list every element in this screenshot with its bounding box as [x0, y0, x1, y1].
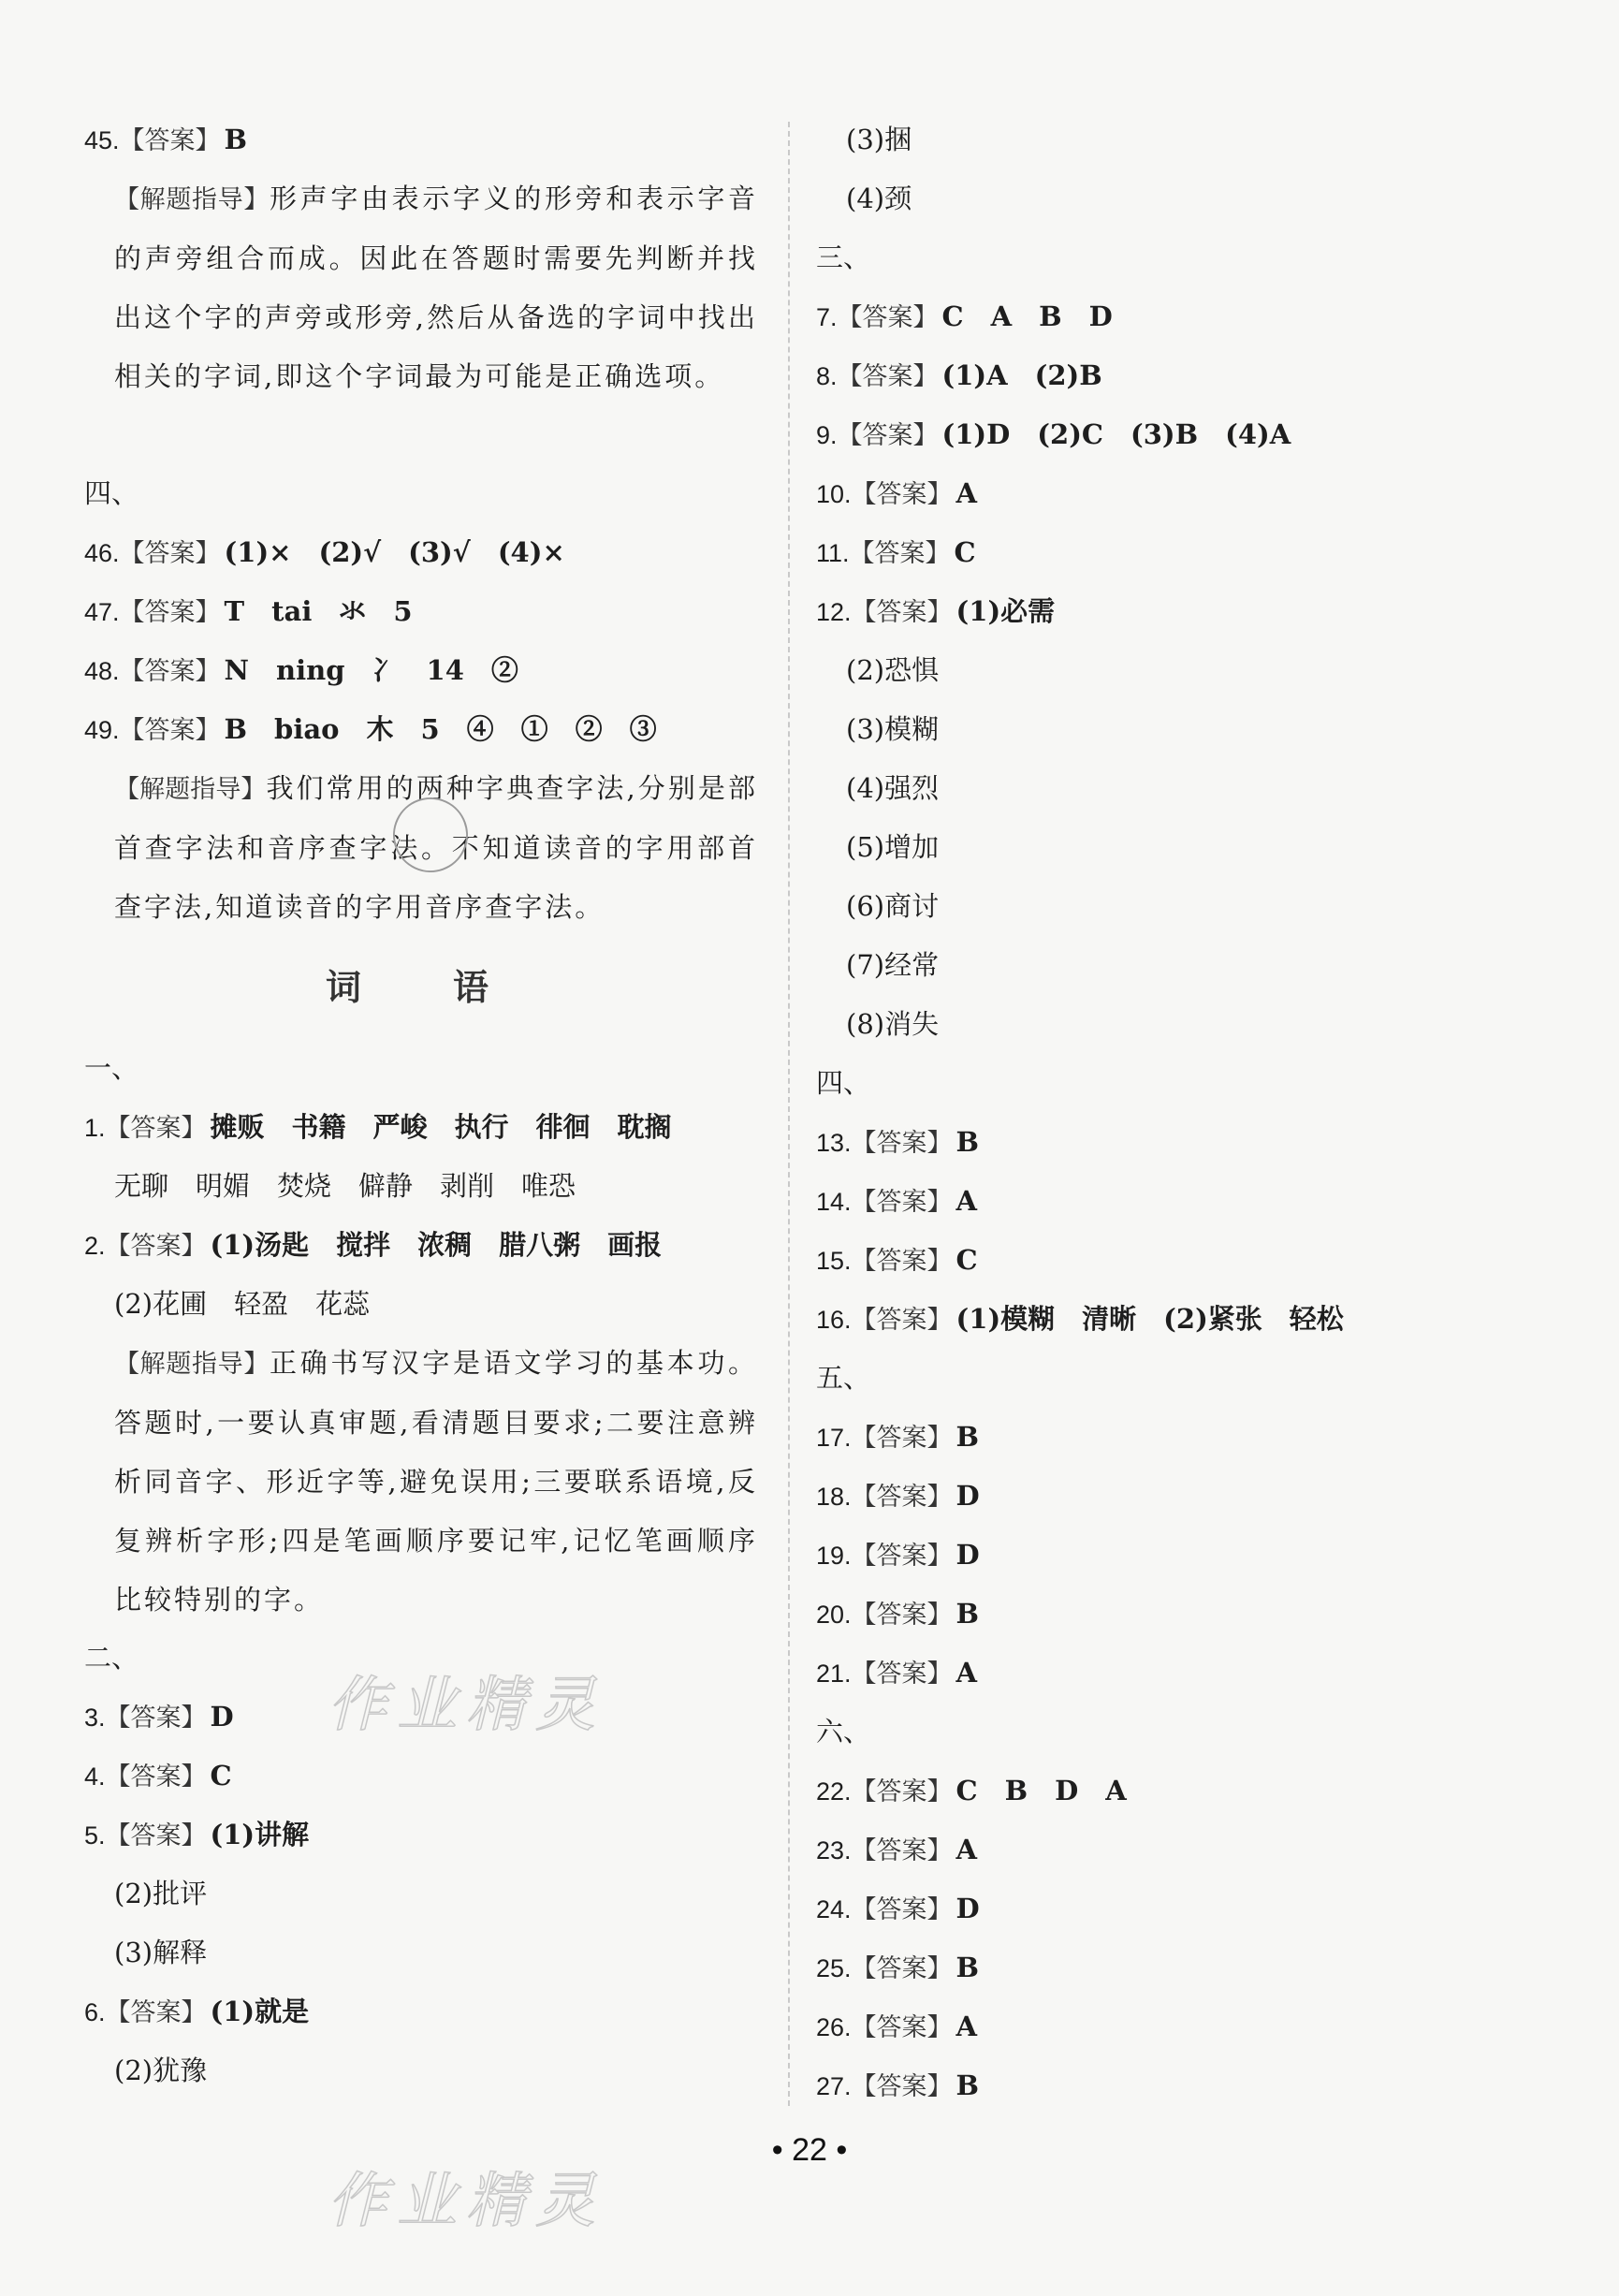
answer-text: D — [210, 1701, 234, 1733]
question-number: 8. — [816, 362, 838, 390]
watermark-middle: 作业精灵 — [328, 1671, 605, 1740]
answer-tag: 【答案】 — [851, 1424, 953, 1453]
question-number: 5. — [84, 1821, 106, 1850]
question-number: 2. — [84, 1232, 106, 1260]
answer-text: A — [955, 2011, 978, 2042]
answer-continuation: (3)模糊 — [846, 713, 940, 745]
answer-text: D — [955, 1539, 980, 1571]
answer-tag: 【答案】 — [851, 1895, 953, 1924]
answer-text: B — [955, 1421, 980, 1453]
answer-line — [816, 1172, 1490, 1231]
answer-tag: 【答案】 — [851, 1188, 953, 1217]
answer-line — [84, 523, 758, 582]
answer-tag: 【答案】 — [105, 1821, 207, 1850]
question-number: 9. — [816, 421, 838, 449]
answer-tag: 【答案】 — [119, 657, 221, 686]
answer-text: C — [954, 536, 976, 568]
section-label: 四、 — [84, 477, 139, 509]
question-number: 14. — [816, 1188, 852, 1216]
answer-tag: 【答案】 — [851, 1836, 953, 1865]
answer-text: C — [210, 1760, 232, 1791]
question-number: 13. — [816, 1129, 852, 1157]
answer-line — [816, 464, 1490, 523]
answer-line — [84, 1216, 758, 1275]
answer-text: (1)D (2)C (3)B (4)A — [941, 418, 1291, 450]
question-number: 22. — [816, 1777, 852, 1806]
question-number: 45. — [84, 126, 120, 154]
guidance-text: 正确书写汉字是语文学习的基本功。答题时,一要认真审题,看清题目要求;二要注意辨析同音字、形近字等,避免误用;三要联系语境,反复辨析字形;四是笔画顺序要记牢,记忆笔画顺序比较特别的字。 — [114, 1347, 758, 1616]
question-number: 17. — [816, 1424, 852, 1452]
answer-line — [816, 2056, 1490, 2115]
answer-continuation: (3)捆 — [846, 124, 912, 155]
answer-tag: 【答案】 — [851, 1306, 953, 1335]
guidance-text: 我们常用的两种字典查字法,分别是部首查字法和音序查字法。不知道读音的字用部首查字法,知道读音的字用音序查字法。 — [114, 772, 758, 923]
answer-line — [816, 1762, 1490, 1821]
answer-line — [84, 1098, 758, 1157]
section-label: 四、 — [816, 1067, 871, 1099]
answer-line — [816, 1526, 1490, 1585]
answer-continuation: (5)增加 — [846, 831, 940, 863]
answer-tag: 【答案】 — [849, 539, 951, 568]
answer-line — [84, 700, 758, 759]
section-label: 五、 — [816, 1362, 871, 1394]
answer-line — [84, 110, 758, 169]
answer-tag: 【答案】 — [119, 539, 221, 568]
answer-continuation: (4)颈 — [846, 183, 912, 214]
question-number: 19. — [816, 1542, 852, 1570]
answer-tag: 【答案】 — [119, 126, 221, 155]
question-number: 25. — [816, 1954, 852, 1982]
answer-line — [816, 1997, 1490, 2056]
column-divider — [788, 122, 790, 2106]
answer-text: (1)A (2)B — [941, 359, 1102, 391]
answer-text: A — [955, 1657, 978, 1689]
answer-text: (1)× (2)√ (3)√ (4)× — [224, 536, 565, 568]
page-number: • 22 • — [771, 2132, 848, 2168]
question-number: 10. — [816, 480, 852, 508]
answer-line — [816, 1467, 1490, 1526]
answer-line — [816, 1408, 1490, 1467]
answer-tag: 【答案】 — [851, 1660, 953, 1689]
answer-tag: 【答案】 — [851, 1777, 953, 1806]
left-column — [84, 110, 758, 2100]
question-number: 23. — [816, 1836, 852, 1865]
answer-line — [816, 523, 1490, 582]
answer-tag: 【答案】 — [851, 1601, 953, 1630]
watermark-bottom: 作业精灵 — [328, 2167, 605, 2236]
answer-line — [816, 1290, 1490, 1349]
question-number: 24. — [816, 1895, 852, 1923]
answer-continuation: (4)强烈 — [846, 772, 940, 804]
answer-line — [816, 287, 1490, 346]
answer-text: (1)讲解 — [210, 1819, 310, 1850]
answer-tag: 【答案】 — [851, 1483, 953, 1512]
answer-continuation: (2)批评 — [114, 1878, 208, 1909]
question-number: 11. — [816, 539, 850, 567]
answer-line — [816, 346, 1490, 405]
guidance-text: 形声字由表示字义的形旁和表示字音的声旁组合而成。因此在答题时需要先判断并找出这个字的声旁或形旁,然后从备选的字词中找出相关的字词,即这个字词最为可能是正确选项。 — [114, 183, 758, 392]
answer-continuation: 无聊 明媚 焚烧 僻静 剥削 唯恐 — [114, 1170, 576, 1202]
answer-tag: 【答案】 — [105, 1114, 207, 1143]
answer-line — [816, 1585, 1490, 1644]
answer-text: B biao 木 5 ④ ① ② ③ — [224, 713, 657, 745]
answer-line — [84, 1747, 758, 1806]
answer-text: B — [955, 2069, 980, 2101]
answer-tag: 【答案】 — [105, 1704, 207, 1733]
answer-tag: 【答案】 — [105, 1232, 207, 1261]
answer-tag: 【答案】 — [851, 2072, 953, 2101]
question-number: 27. — [816, 2072, 852, 2100]
question-number: 47. — [84, 598, 120, 626]
answer-tag: 【答案】 — [851, 1129, 953, 1158]
question-number: 3. — [84, 1704, 106, 1732]
answer-continuation: (2)恐惧 — [846, 654, 940, 686]
answer-text: B — [955, 1126, 980, 1158]
answer-tag: 【答案】 — [105, 1762, 207, 1791]
answer-line — [816, 582, 1490, 641]
answer-tag: 【答案】 — [851, 2013, 953, 2042]
question-number: 16. — [816, 1306, 852, 1334]
answer-text: C — [955, 1244, 978, 1276]
question-number: 49. — [84, 716, 120, 744]
answer-tag: 【答案】 — [851, 1542, 953, 1571]
answer-continuation: (2)花圃 轻盈 花蕊 — [114, 1288, 371, 1320]
guidance-tag: 【解题指导】 — [114, 185, 270, 214]
section-label: 三、 — [816, 241, 871, 273]
answer-text: N ning 冫 14 ② — [224, 654, 518, 686]
answer-text: (1)汤匙 搅拌 浓稠 腊八粥 画报 — [210, 1229, 663, 1261]
answer-line — [816, 1821, 1490, 1879]
question-number: 12. — [816, 598, 852, 626]
answer-text: C B D A — [955, 1775, 1127, 1806]
answer-text: B — [955, 1952, 980, 1983]
answer-tag: 【答案】 — [837, 303, 939, 332]
answer-continuation: (8)消失 — [846, 1008, 940, 1040]
guidance-paragraph — [84, 1334, 758, 1629]
right-column — [816, 110, 1490, 2115]
answer-line — [84, 1806, 758, 1865]
answer-line — [816, 1879, 1490, 1938]
section-heading: 词 语 — [325, 967, 517, 1008]
question-number: 6. — [84, 1998, 106, 2026]
answer-text: T tai 氺 5 — [224, 595, 413, 627]
answer-line — [816, 1231, 1490, 1290]
question-number: 20. — [816, 1601, 852, 1629]
question-number: 48. — [84, 657, 120, 685]
answer-text: A — [955, 1834, 978, 1865]
answer-tag: 【答案】 — [119, 598, 221, 627]
answer-tag: 【答案】 — [851, 1247, 953, 1276]
section-label: 六、 — [816, 1716, 871, 1748]
answer-tag: 【答案】 — [837, 362, 939, 391]
answer-continuation: (3)解释 — [114, 1937, 208, 1968]
answer-text: C A B D — [941, 300, 1113, 332]
answer-text: (1)模糊 清晰 (2)紧张 轻松 — [955, 1303, 1344, 1335]
answer-text: B — [224, 124, 248, 155]
section-label: 一、 — [84, 1052, 139, 1084]
answer-tag: 【答案】 — [851, 480, 953, 509]
answer-continuation: (2)犹豫 — [114, 2055, 208, 2086]
answer-line — [816, 405, 1490, 464]
question-number: 21. — [816, 1660, 852, 1688]
answer-tag: 【答案】 — [837, 421, 939, 450]
answer-text: D — [955, 1480, 980, 1512]
question-number: 7. — [816, 303, 838, 331]
answer-tag: 【答案】 — [119, 716, 221, 745]
answer-tag: 【答案】 — [851, 598, 953, 627]
guidance-tag: 【解题指导】 — [114, 775, 267, 804]
guidance-tag: 【解题指导】 — [114, 1350, 270, 1379]
answer-text: B — [955, 1598, 980, 1630]
answer-text: (1)就是 — [210, 1996, 310, 2027]
answer-line — [816, 1938, 1490, 1997]
answer-line — [816, 1644, 1490, 1703]
question-number: 1. — [84, 1114, 106, 1142]
answer-line — [84, 641, 758, 700]
answer-tag: 【答案】 — [851, 1954, 953, 1983]
question-number: 46. — [84, 539, 120, 567]
answer-line — [84, 582, 758, 641]
guidance-paragraph — [84, 169, 758, 464]
answer-line — [84, 1982, 758, 2041]
question-number: 18. — [816, 1483, 852, 1511]
section-label: 二、 — [84, 1642, 139, 1674]
answer-text: A — [955, 477, 978, 509]
question-number: 26. — [816, 2013, 852, 2041]
question-number: 15. — [816, 1247, 852, 1275]
answer-text: A — [955, 1185, 978, 1217]
answer-line — [816, 1113, 1490, 1172]
answer-text: 摊贩 书籍 严峻 执行 徘徊 耽搁 — [210, 1111, 672, 1143]
answer-tag: 【答案】 — [105, 1998, 207, 2027]
question-number: 4. — [84, 1762, 106, 1791]
answer-continuation: (6)商讨 — [846, 890, 940, 922]
answer-continuation: (7)经常 — [846, 949, 940, 981]
answer-text: D — [955, 1893, 980, 1924]
answer-text: (1)必需 — [955, 595, 1056, 627]
